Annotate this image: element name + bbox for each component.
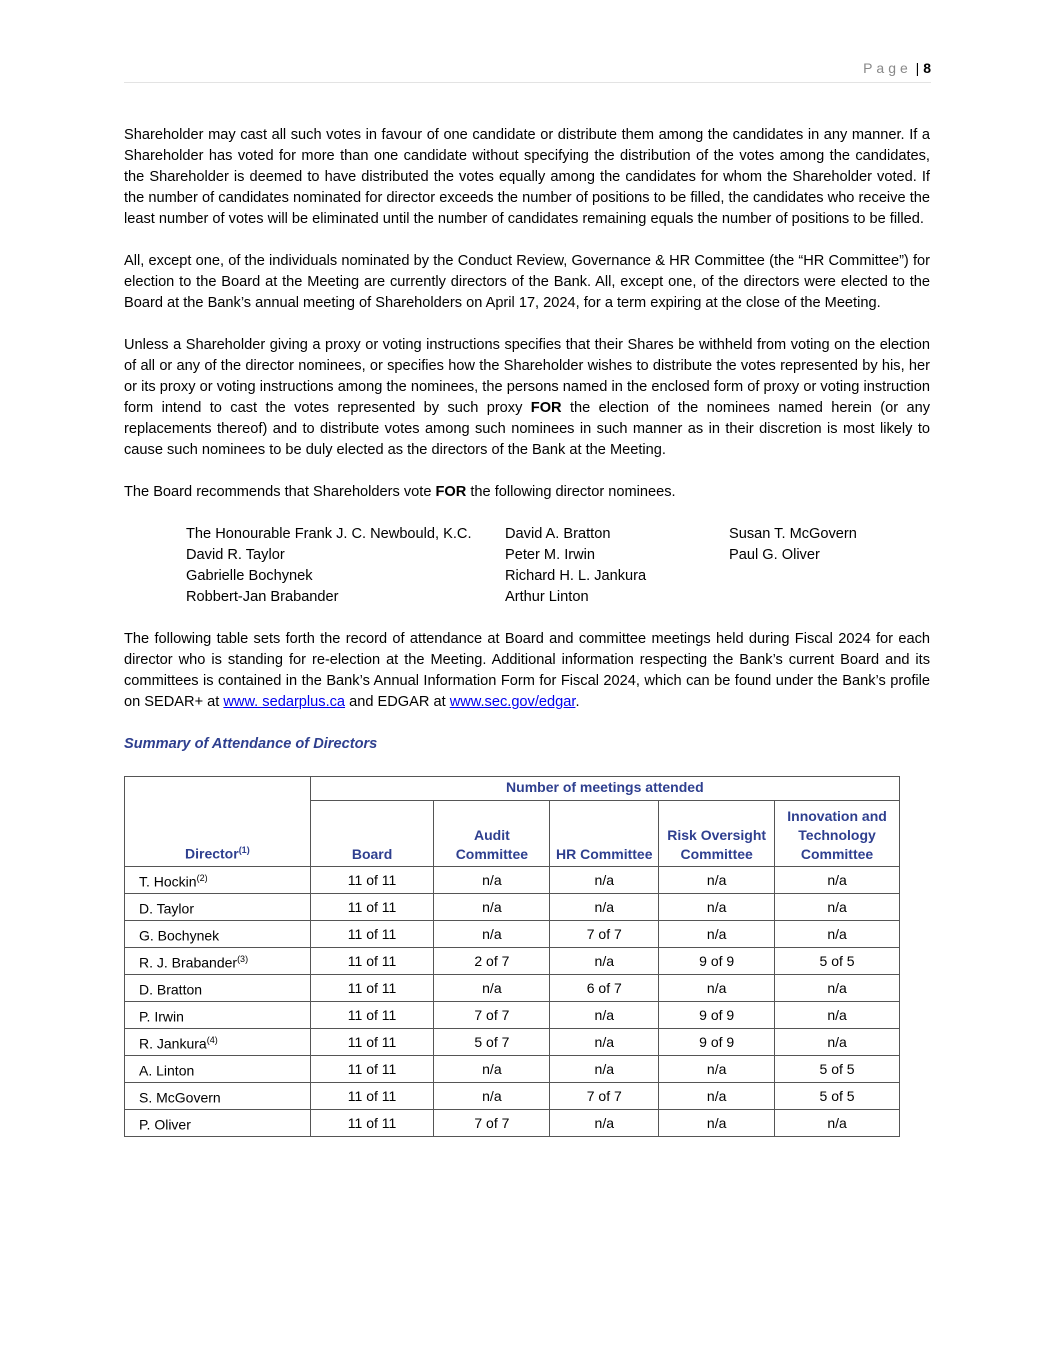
attendance-cell: 9 of 9 [659, 1029, 775, 1056]
group-header: Number of meetings attended [310, 777, 899, 801]
attendance-cell: 11 of 11 [310, 894, 434, 921]
attendance-cell: 9 of 9 [659, 948, 775, 975]
attendance-cell: n/a [775, 1110, 900, 1137]
attendance-cell: n/a [775, 1029, 900, 1056]
column-header: Risk Oversight Committee [659, 801, 775, 867]
attendance-cell: 11 of 11 [310, 921, 434, 948]
attendance-cell: n/a [659, 975, 775, 1002]
director-name: T. Hockin$^{(2)}$ [125, 867, 311, 894]
table-row [125, 1056, 900, 1083]
attendance-cell: n/a [434, 921, 550, 948]
attendance-cell: 6 of 7 [550, 975, 659, 1002]
attendance-cell: 7 of 7 [550, 921, 659, 948]
attendance-cell: n/a [434, 1056, 550, 1083]
attendance-cell: 11 of 11 [310, 1056, 434, 1083]
attendance-cell: 5 of 5 [775, 1056, 900, 1083]
attendance-cell: n/a [659, 1083, 775, 1110]
attendance-cell: n/a [550, 867, 659, 894]
attendance-cell: n/a [434, 867, 550, 894]
director-name: P. Irwin [125, 1002, 311, 1029]
attendance-cell: n/a [775, 867, 900, 894]
attendance-cell: 11 of 11 [310, 1002, 434, 1029]
attendance-cell: 2 of 7 [434, 948, 550, 975]
column-header: HR Committee [550, 801, 659, 867]
attendance-cell: n/a [775, 921, 900, 948]
attendance-cell: n/a [434, 1083, 550, 1110]
page-label: Page [863, 60, 912, 76]
nominee-name: Gabrielle Bochynek [186, 568, 313, 584]
attendance-cell: n/a [550, 894, 659, 921]
attendance-cell: n/a [659, 894, 775, 921]
table-row [125, 975, 900, 1002]
attendance-cell: n/a [550, 948, 659, 975]
table-row [125, 1110, 900, 1137]
table-row [125, 1029, 900, 1056]
attendance-table [124, 776, 900, 1137]
attendance-cell: n/a [550, 1002, 659, 1029]
table-row [125, 1002, 900, 1029]
paragraph: The following table sets forth the record of attendance at Board and committee meetings held during Fiscal 2024 for each director who is standing for re-election at the Meeting. Additional information respecting the Bank’s current Board and its committees is contained in the Bank’s Annual Information Form for Fiscal 2024, which can be found under the Bank’s profile on SEDAR+ at www. sedarplus.ca and EDGAR at www.sec.gov/edgar. [124, 631, 930, 710]
attendance-cell: 5 of 7 [434, 1029, 550, 1056]
attendance-cell: 11 of 11 [310, 867, 434, 894]
paragraph: The Board recommends that Shareholders vote FOR the following director nominees. [124, 484, 676, 500]
page-header: Page | 8 [124, 60, 931, 83]
table-row [125, 867, 900, 894]
paragraph: Shareholder may cast all such votes in favour of one candidate or distribute them among the candidates in any manner. If a Shareholder has voted for more than one candidate without specifying the distribution of the votes among the candidates, the Shareholder is deemed to have distributed the votes equally among the candidates for whom the Shareholder voted. If the number of candidates nominated for director exceeds the number of positions to be filled, the candidates who receive the least number of votes will be eliminated until the number of candidates remaining equals the number of positions to be filled. [124, 127, 930, 227]
paragraph: All, except one, of the individuals nominated by the Conduct Review, Governance & HR Committee (the “HR Committee”) for election to the Board at the Meeting are currently directors of the Bank. All, except one, of the directors were elected to the Board at the Bank’s annual meeting of Shareholders on April 17, 2024, for a term expiring at the close of the Meeting. [124, 253, 930, 311]
table-row [125, 921, 900, 948]
attendance-cell: n/a [434, 975, 550, 1002]
attendance-cell: n/a [775, 975, 900, 1002]
nominee-name [729, 566, 929, 587]
attendance-cell: n/a [659, 1110, 775, 1137]
director-header: Director$^{(1)}$ [125, 777, 311, 867]
nominee-name: Richard H. L. Jankura [505, 568, 647, 584]
nominee-name: The Honourable Frank J. C. Newbould, K.C. [186, 526, 472, 542]
column-header: Audit Committee [434, 801, 550, 867]
nominee-name: David R. Taylor [186, 547, 285, 563]
attendance-cell: 11 of 11 [310, 1110, 434, 1137]
attendance-cell: 9 of 9 [659, 1002, 775, 1029]
attendance-cell: 11 of 11 [310, 1029, 434, 1056]
nominee-name [729, 587, 929, 608]
attendance-cell: 11 of 11 [310, 948, 434, 975]
director-name: P. Oliver [125, 1110, 311, 1137]
attendance-cell: 5 of 5 [775, 1083, 900, 1110]
attendance-cell: n/a [550, 1110, 659, 1137]
nominee-name: Robbert-Jan Brabander [186, 589, 339, 605]
attendance-cell: 7 of 7 [434, 1002, 550, 1029]
director-name: R. Jankura$^{(4)}$ [125, 1029, 311, 1056]
attendance-cell: n/a [550, 1056, 659, 1083]
attendance-cell: 7 of 7 [550, 1083, 659, 1110]
director-name: R. J. Brabander$^{(3)}$ [125, 948, 311, 975]
table-row [125, 1083, 900, 1110]
paragraph: Unless a Shareholder giving a proxy or voting instructions specifies that their Shares be withheld from voting on the election of all or any of the director nominees, or specifies how the Shareholder wishes to distribute the votes represented by his, her or its proxy or voting instructions among the nominees, the persons named in the enclosed form of proxy or voting instruction form intend to cast the votes represented by such proxy FOR the election of the nominees named herein (or any replacements thereof) and to distribute votes among such nominees in such manner as in their discretion is most likely to cause such nominees to be duly elected as the directors of the Bank at the Meeting. [124, 337, 930, 458]
nominee-list [124, 524, 930, 608]
director-name: D. Bratton [125, 975, 311, 1002]
table-row [125, 894, 900, 921]
attendance-cell: n/a [659, 867, 775, 894]
column-header: Innovation and Technology Committee [775, 801, 900, 867]
attendance-cell: n/a [550, 1029, 659, 1056]
attendance-cell: 7 of 7 [434, 1110, 550, 1137]
director-name: S. McGovern [125, 1083, 311, 1110]
nominee-name: Peter M. Irwin [505, 547, 596, 563]
director-name: G. Bochynek [125, 921, 311, 948]
section-title: Summary of Attendance of Directors [124, 736, 378, 752]
director-name: A. Linton [125, 1056, 311, 1083]
body-content [124, 125, 930, 1137]
table-row [125, 948, 900, 975]
sedar-link[interactable]: www. sedarplus.ca [223, 694, 346, 710]
director-name: D. Taylor [125, 894, 311, 921]
attendance-cell: n/a [775, 1002, 900, 1029]
nominee-name: David A. Bratton [505, 526, 611, 542]
page-number: 8 [923, 60, 931, 76]
nominee-name: Arthur Linton [505, 589, 589, 605]
attendance-cell: n/a [434, 894, 550, 921]
attendance-cell: 11 of 11 [310, 1083, 434, 1110]
column-header: Board [310, 801, 434, 867]
attendance-cell: n/a [659, 921, 775, 948]
nominee-name: Paul G. Oliver [729, 547, 820, 563]
nominee-name: Susan T. McGovern [729, 526, 857, 542]
attendance-cell: 5 of 5 [775, 948, 900, 975]
attendance-cell: n/a [775, 894, 900, 921]
edgar-link[interactable]: www.sec.gov/edgar [449, 694, 576, 710]
attendance-cell: 11 of 11 [310, 975, 434, 1002]
attendance-cell: n/a [659, 1056, 775, 1083]
